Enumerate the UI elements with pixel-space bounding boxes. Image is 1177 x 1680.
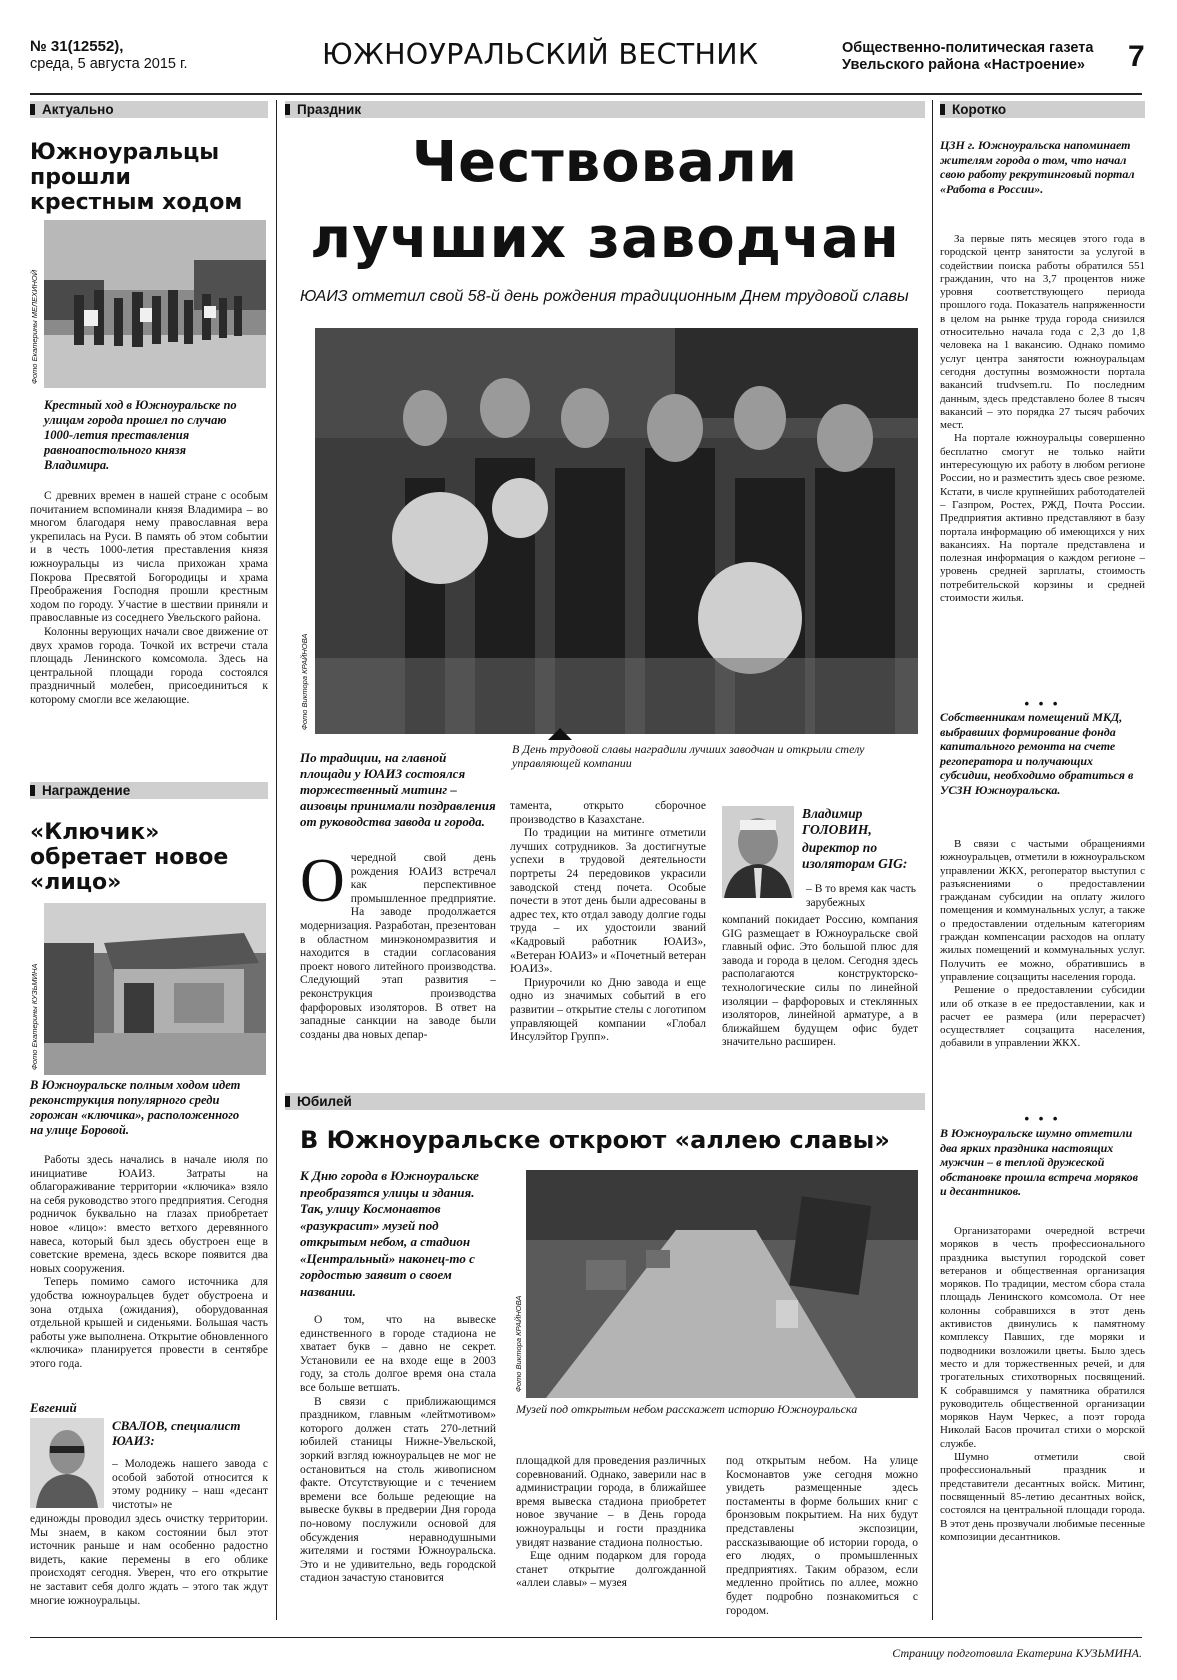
note3-lead: В Южноуральске шумно отметили два ярких праздника настоящих мужчин – в теплой дружеской обстановке прошла встреча моряков и десантников. <box>940 1126 1138 1198</box>
main-col1 <box>300 847 496 1042</box>
left-article2-lead: В Южноуральске полным ходом идет реконструкция популярного среди горожан «ключика», расположенного на улице Боровой. <box>30 1078 241 1137</box>
golovin-title: директор по изоляторам GIG: <box>802 840 908 871</box>
paragraph: Решение о предоставлении субсидии или об отказе в ее предоставлении, как и расчет ее размера (или перерасчет) осуществляет соцзащита населения, добавили в управлении ЖКХ. <box>940 984 1145 1050</box>
main-headline-line2: лучших заводчан <box>310 206 900 271</box>
rubric-nagrazhdenie: Награждение <box>30 782 268 799</box>
paragraph: Колонны верующих начали свое движение от двух храмов города. Точкой их встречи стала площадь Ленинского комсомола. Здесь на центральной площади города состоялся праздничный молебен, присоединиться к которому смогли все желающие. <box>30 625 268 706</box>
yubiley-lead: К Дню города в Южноуральске преобразятся улицы и здания. Так, улицу Космонавтов «разукрасит» музей под открытым небом, а стадион «Центральный» наконец-то с гордостью заявит о своем названии. <box>300 1168 479 1299</box>
paragraph: площадкой для проведения различных соревнований. Однако, заверили нас в администрации города, в ближайшее время вывеска стадиона приобретет новое звучание – в День города южноуральцы и гости праздника увидят название стадиона полностью. <box>516 1455 706 1549</box>
paragraph: О том, что на вывеске единственного в городе стадиона не хватает букв – давно не секрет. Установили ее на входе еще в 2003 году, за столь долгое время она стала все больше ветшать. <box>300 1314 496 1394</box>
paragraph: Приурочили ко Дню завода и еще одно из значимых событий в его развитии – открытие стелы с логотипом управляющей компании «Глобал Инсулэйтор Групп». <box>510 976 706 1044</box>
paragraph: За первые пять месяцев этого года в городской центр занятости за услугой в содействии поиска работы обратился 551 гражданин, что на 3,7 процентов ниже уровня соответствующего периода прошлого года. Показатель напряженности в целом на рынке труда города снизился относительно начала года с 2,3 до 1,8 человека на 1 вакансию. Однако помимо услуг центра занятости южноуральцам сегодня доступны возможности портала вакансий trudvsem.ru. По последним данным, здесь представлено более 8 тысяч вакансий – это порядка 27 тысяч рабочих мест. <box>940 233 1145 432</box>
paper-subtitle-2: Увельского района «Настроение» <box>842 57 1085 73</box>
caption-pointer <box>548 728 572 740</box>
paragraph: Шумно отметили свой профессиональный праздник и представители десантных войск. Митинг, посвященный 85-летию десантных войск, состоялся на центральной площади города. В этот день прозвучали любимые песенные композиции десантников. <box>940 1451 1145 1543</box>
paragraph: Работы здесь начались в начале июля по инициативе ЮАИЗ. Затраты на облагораживание территории «ключика» взяло на себя руководство этого предприятия. Сегодня родничок буквально на глазах приобретает новое «лицо»: вместо ветхого деревянного навеса, который был здесь обустроен еще в советские времена, здесь вскоре появится два новых сооружения. <box>30 1154 268 1275</box>
svalov-portrait <box>30 1418 104 1508</box>
golovin-name: Владимир ГОЛОВИН, <box>802 806 872 837</box>
left-article1-lead: Крестный ход в Южноуральске по улицам города прошел по случаю 1000-летия преставления равноапостольного князя Владимира. <box>44 398 237 472</box>
svalov-quote-b: единожды проводил здесь очистку территории. Мы знаем, в каком состоянии был этот источник раньше и нам особенно радостно видеть, какие перемены в его облике происходят сегодня. Уверен, что его открытие не заставит себя долго ждать – этого так ждут многие южноуральцы. <box>30 1513 268 1607</box>
left-article2-headline: «Ключик» обретает новое «лицо» <box>30 820 229 895</box>
procession-photo-credit: Фото Екатерины МЕЛЕХИНОЙ <box>30 269 39 384</box>
paragraph: Организаторами очередной встречи моряков в честь профессионального праздника выступил городской совет ветеранов и общественная организация моряков. По традиции, местом сбора стала площадь Ленинского комсомола. От нее колонны собравшихся в этот день активистов двинулись к памятному комплексу Павших, где моряки и подводники возложили цветы. Было здесь место и для торжественных речей, и для трогательных стихотворных посвящений. К собравшимся у памятника обратился руководитель общественной организации моряков Наум Черкес, а поэт города Николай Басов прочитал стихи о морской службе. <box>940 1225 1145 1450</box>
svalov-quote-a: – Молодежь нашего завода с особой заботой относится к этому роднику – наш «десант чистоты» не <box>112 1458 268 1511</box>
left-article2-body <box>30 1154 268 1372</box>
main-headline-line1: Чествовали <box>411 130 799 195</box>
main-lead: По традиции, на главной площади у ЮАИЗ состоялся торжественный митинг – аизовцы принимали поздравления от руководства завода и города. <box>300 750 496 829</box>
yubiley-col3 <box>726 1455 918 1618</box>
yubiley-col1 <box>300 1314 496 1586</box>
spring-photo <box>44 903 266 1075</box>
issue-date: среда, 5 августа 2015 г. <box>30 56 188 72</box>
golovin-quote-a: – В то время как часть зарубежных <box>806 883 916 909</box>
alley-photo-credit: Фото Виктора КРАЙНОВА <box>514 1295 523 1392</box>
rubric-prazdnik: Праздник <box>285 101 925 118</box>
footer-rule <box>30 1637 1142 1638</box>
alley-photo-caption: Музей под открытым небом расскажет историю Южноуральска <box>516 1402 858 1416</box>
paragraph: С древних времен в нашей стране с особым почитанием вспоминали князя Владимира – во многом благодаря нему православная вера укрепилась на Руси. В память об этом событии и в честь 1000-летия преставления князя южноуральцы из числа прихожан храма Покрова Пресвятой Богородицы и храма Преображения Господня прошли крестным ходом по городу. Участие в шествии приняли и православные из соседнего Увельского района. <box>30 490 268 625</box>
ceremony-photo-credit: Фото Виктора КРАЙНОВА <box>300 633 309 730</box>
note1-body <box>940 233 1145 605</box>
ceremony-photo-caption: В День трудовой славы наградили лучших заводчан и открыли стелу управляющей компании <box>512 742 865 770</box>
paragraph: По традиции на митинге отметили лучших сотрудников. За достигнутые успехи в трудовой деятельности портреты 24 передовиков украсили заводской стенд почета. Особые почести в этот день были адресованы в адрес тех, кто отдал заводу долгие годы труда – их удостоили званий «Кадровый работник ЮАИЗ», «Ветеран ЮАИЗ» и «Почетный ветеран ЮАИЗ». <box>510 827 706 976</box>
ceremony-photo <box>315 328 918 734</box>
paragraph: чередной свой день рождения ЮАИЗ встречал как перспективное промышленное предприятие. На заводе продолжается модернизация. Разработан, презентован в областном минэкономразвития и находится в стадии согласования проект нового литейного производства. Следующий этап развития – реконструкция производства фарфоровых изоляторов. В ответ на западные санкции на заводе были созданы два новых депар- <box>300 852 496 1041</box>
golovin-portrait <box>722 806 794 898</box>
rubric-aktualno: Актуально <box>30 101 268 118</box>
paragraph: тамента, открыто сборочное производство в Казахстане. <box>510 800 706 826</box>
footer-credit: Страницу подготовила Екатерина КУЗЬМИНА. <box>892 1646 1142 1660</box>
note3-body <box>940 1225 1145 1544</box>
dropcap: О <box>300 847 345 915</box>
paper-title: ЮЖНОУРАЛЬСКИЙ ВЕСТНИК <box>322 38 759 71</box>
main-col2 <box>510 800 706 1045</box>
golovin-quote-b: компаний покидает Россию, компания GIG размещает в Южноуральске свой главный офис. Это большой плюс для завода и города в целом. Сегодня здесь располагаются конструкторско-технологические силы по линейной изоляции – фарфоровых и стеклянных изоляторов, линейной арматуре, а в ближайшем будущем офис будет значительно расширен. <box>722 914 918 1049</box>
spring-photo-credit: Фото Екатерины КУЗЬМИНА <box>30 963 39 1070</box>
main-subhead: ЮАИЗ отметил свой 58-й день рождения традиционным Днем трудовой славы <box>300 288 909 305</box>
header-rule <box>30 93 1142 95</box>
paragraph: На портале южноуральцы совершенно бесплатно смогут не только найти интересующую их работу в любом регионе России, но и разместить здесь свое резюме. Кстати, в числе крупнейших работодателей – Газпром, Ростех, РЖД, Почта России. Предприятия активно представляют в базу портала информацию об имеющихся у них вакансиях. На портале представлена и полезная информация о каждом регионе – уровень средней зарплаты, стоимость потребительской корзины и средней стоимости жилья. <box>940 432 1145 605</box>
paper-subtitle-1: Общественно-политическая газета <box>842 40 1094 56</box>
column-divider-right <box>932 100 933 1620</box>
note2-body <box>940 838 1145 1051</box>
separator: • • • <box>1024 1111 1061 1126</box>
rubric-korotko: Коротко <box>940 101 1145 118</box>
page-number: 7 <box>1128 40 1145 73</box>
rubric-yubiley: Юбилей <box>285 1093 925 1110</box>
paragraph: Еще одним подарком для города станет открытие долгожданной «аллеи славы» – музея <box>516 1550 706 1590</box>
paragraph: В связи с частыми обращениями южноуральцев, отметили в южноуральском управлении ЖКХ, регоператор выступил с разъяснениями о предоставлении гражданам субсидии на оплату жилого помещения и коммунальных услуг, а также о предоставлении отдельным категориям граждан компенсации расходов на оплату жилых помещений и коммунальных услуг. Получить ее можно, обратившись в управление соцзащиты населения города. <box>940 838 1145 983</box>
left-article1-body <box>30 490 268 708</box>
procession-photo <box>44 220 266 388</box>
yubiley-col2 <box>516 1455 706 1591</box>
paragraph: Теперь помимо самого источника для удобства южноуральцев будет обустроена и зона отдыха (ожидания), оборудованная отдельной крышей и сиденьями. Большая часть работы уже выполнена. Открытие обновленного «ключика» планируется провести в сентябре этого года. <box>30 1276 268 1370</box>
separator: • • • <box>1024 696 1061 711</box>
paragraph: В связи с приближающимся праздником, главным «лейтмотивом» которого должен стать 270-летний юбилей станицы Нижне-Увельской, зоркий взгляд южноуральцев не мог не остановиться на столь живописном факте. Отсутствующие и с течением времени все больше редеющие на вывеске буквы в предверии Дня города по-новому послужили основой для обсуждения неравнодушными жителями и гостями Южноуральска. Это и не удивительно, ведь городской стадион зачастую становится <box>300 1395 496 1585</box>
note1-lead: ЦЗН г. Южноуральска напоминает жителям города о том, что начал свою работу рекрутинговый портал «Работа в России». <box>940 138 1135 196</box>
svalov-first-name: Евгений <box>30 1400 77 1415</box>
alley-photo <box>526 1170 918 1398</box>
yubiley-headline: В Южноуральске откроют «аллею славы» <box>300 1126 890 1154</box>
paragraph: под открытым небом. На улице Космонавтов уже сегодня можно увидеть размещенные здесь постаменты в форме больших книг с бронзовым покрытием. На них будут представлены экспозиции, рассказывающие об истории города, о его людях, о промышленных предприятиях. Таким образом, если медленно пройтись по аллее, можно будет подробно познакомиться с городом. <box>726 1455 918 1617</box>
issue-number: № 31(12552), <box>30 38 124 55</box>
masthead <box>0 0 1177 100</box>
left-article1-headline: Южноуральцы прошли крестным ходом <box>30 140 243 215</box>
svalov-title: СВАЛОВ, специалист ЮАИЗ: <box>112 1418 241 1448</box>
note2-lead: Собственникам помещений МКД, выбравших формирование фонда капитального ремонта на счете регоператора и получающих субсидии, необходимо обратиться в УСЗН Южноуральска. <box>940 710 1134 797</box>
column-divider-left <box>276 100 277 1620</box>
